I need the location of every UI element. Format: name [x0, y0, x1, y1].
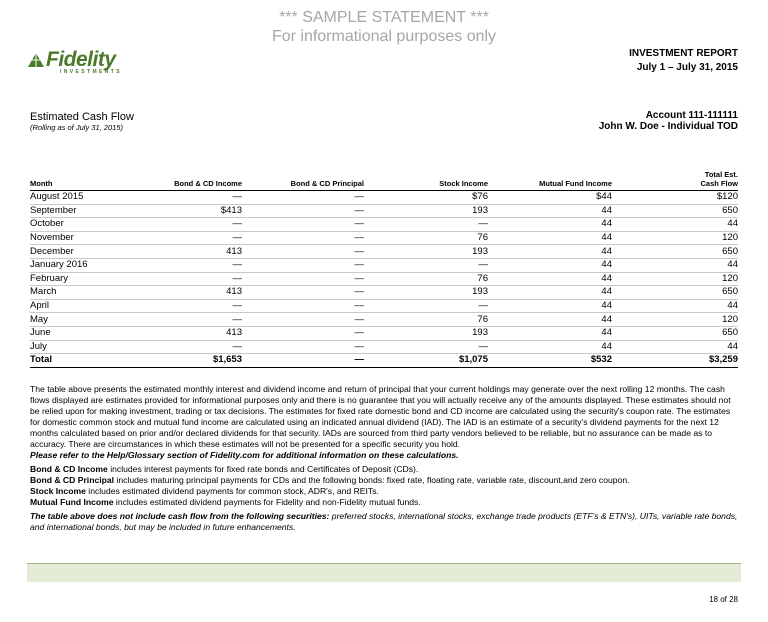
table-row [30, 313, 738, 327]
cell-total-cash-flow: 44 [612, 258, 738, 272]
cell-month: June [30, 326, 140, 340]
table-row [30, 245, 738, 259]
cell-bond-income: — [140, 313, 242, 327]
cell-total-cash-flow: 44 [612, 299, 738, 313]
cell-month: December [30, 245, 140, 259]
cell-bond-income: — [140, 340, 242, 354]
account-number: Account 111-111111 [645, 110, 738, 121]
table-row [30, 286, 738, 300]
table-row [30, 204, 738, 218]
section-subtitle: (Rolling as of July 31, 2015) [30, 123, 123, 132]
cell-mutual-fund-income: 44 [488, 218, 612, 232]
table-row [30, 218, 738, 232]
cell-mutual-fund-income: 44 [488, 245, 612, 259]
cell-bond-income: 413 [140, 286, 242, 300]
cell-total-cash-flow: 120 [612, 272, 738, 286]
cell-total-cash-flow: 120 [612, 313, 738, 327]
desc-stock-income: includes estimated dividend payments for common stock, ADR's, and REITs. [85, 486, 379, 496]
term-stock-income: Stock Income [30, 486, 86, 496]
cell-month: May [30, 313, 140, 327]
cell-total-cash-flow: 650 [612, 245, 738, 259]
report-header [629, 47, 738, 75]
cell-bond-principal: — [242, 245, 364, 259]
cell-mutual-fund-income: $44 [488, 191, 612, 205]
cell-mutual-fund-income: 44 [488, 204, 612, 218]
notes-intro [30, 384, 740, 461]
cell-mutual-fund-income: 44 [488, 286, 612, 300]
total-month: Total [30, 354, 140, 368]
fidelity-logo [26, 50, 146, 78]
col-total-line2: Cash Flow [700, 179, 738, 188]
cell-stock-income: 193 [364, 286, 488, 300]
total-bond-income: $1,653 [140, 354, 242, 368]
cell-total-cash-flow: $120 [612, 191, 738, 205]
sample-watermark [0, 8, 768, 46]
cell-mutual-fund-income: 44 [488, 272, 612, 286]
cell-mutual-fund-income: 44 [488, 340, 612, 354]
cell-month: July [30, 340, 140, 354]
cell-stock-income: 193 [364, 204, 488, 218]
cell-month: March [30, 286, 140, 300]
cell-mutual-fund-income: 44 [488, 299, 612, 313]
cell-bond-income: — [140, 191, 242, 205]
explanatory-notes [30, 384, 740, 536]
col-stock-income: Stock Income [364, 170, 488, 191]
cell-stock-income: 193 [364, 326, 488, 340]
table-row [30, 326, 738, 340]
cell-bond-income: $413 [140, 204, 242, 218]
cell-month: November [30, 231, 140, 245]
table-header-row [30, 170, 738, 191]
total-row [30, 354, 738, 368]
cell-month: September [30, 204, 140, 218]
cell-month: October [30, 218, 140, 232]
cell-bond-principal: — [242, 258, 364, 272]
cell-total-cash-flow: 120 [612, 231, 738, 245]
col-total-line1: Total Est. [704, 170, 738, 179]
table-row [30, 258, 738, 272]
col-total-cash-flow [612, 170, 738, 191]
cell-month: January 2016 [30, 258, 140, 272]
account-info [599, 110, 738, 132]
watermark-line2: For informational purposes only [271, 28, 497, 45]
cell-month: August 2015 [30, 191, 140, 205]
cell-bond-principal: — [242, 340, 364, 354]
report-period: July 1 – July 31, 2015 [636, 62, 738, 73]
cell-bond-income: — [140, 299, 242, 313]
logo-subtext: INVESTMENTS [60, 69, 122, 75]
col-bond-principal: Bond & CD Principal [242, 170, 364, 191]
cell-stock-income: — [364, 258, 488, 272]
desc-bond-principal: includes maturing principal payments for CDs and the following bonds: fixed rate, floating rate, variable rate, discount,and zero coupon. [114, 475, 630, 485]
col-mutual-fund-income: Mutual Fund Income [488, 170, 612, 191]
total-stock-income: $1,075 [364, 354, 488, 368]
footer-band [27, 563, 741, 582]
col-month: Month [30, 170, 140, 191]
cell-bond-principal: — [242, 272, 364, 286]
cell-stock-income: 76 [364, 313, 488, 327]
cell-bond-income: — [140, 218, 242, 232]
cash-flow-table [30, 170, 738, 368]
cell-bond-income: — [140, 272, 242, 286]
total-bond-principal: — [242, 354, 364, 368]
exclusions-term: The table above does not include cash flow from the following securities: [30, 511, 330, 521]
cell-bond-income: 413 [140, 245, 242, 259]
cell-total-cash-flow: 44 [612, 340, 738, 354]
cell-bond-principal: — [242, 231, 364, 245]
cell-mutual-fund-income: 44 [488, 313, 612, 327]
desc-bond-income: includes interest payments for fixed rate bonds and Certificates of Deposit (CDs). [107, 464, 419, 474]
cell-bond-principal: — [242, 326, 364, 340]
cell-bond-principal: — [242, 204, 364, 218]
cell-stock-income: 76 [364, 272, 488, 286]
account-holder: John W. Doe - Individual TOD [598, 121, 738, 132]
pyramid-logo-icon [26, 51, 46, 71]
total-mutual-fund-income: $532 [488, 354, 612, 368]
table-row [30, 191, 738, 205]
cell-total-cash-flow: 44 [612, 218, 738, 232]
cell-bond-principal: — [242, 313, 364, 327]
total-total-cash-flow: $3,259 [612, 354, 738, 368]
desc-mutual-fund-income: includes estimated dividend payments for Fidelity and non-Fidelity mutual funds. [113, 497, 421, 507]
table-body [30, 191, 738, 368]
cell-mutual-fund-income: 44 [488, 326, 612, 340]
cell-total-cash-flow: 650 [612, 204, 738, 218]
watermark-line1: *** SAMPLE STATEMENT *** [279, 9, 489, 26]
notes-definitions [30, 464, 740, 508]
logo-wordmark: Fidelity [46, 48, 116, 71]
notes-intro-text: The table above presents the estimated monthly interest and dividend income and return of principal that your current holdings may generate over the next rolling 12 months. The cash flows displayed are estimates provided for informational purposes only and there is no guarantee that you will actually receive any of the amounts displayed. These estimates should not be relied upon for making investment, trading or tax decisions. The estimates for fixed rate domestic bond and CD income are calculated using the security's coupon rate. The estimates for domestic common stock and mutual fund income are calculated using an indicated annual dividend (IAD). The IAD is an estimate of a security's dividend payments for the next 12 months calculated based on prior and/or declared dividends for that security. IADs are sourced from third party vendors believed to be reliable, but no assurance can be made as to accuracy. There are circumstances in which these estimates will not be presented for a specific security you hold. [30, 384, 731, 449]
cell-stock-income: 193 [364, 245, 488, 259]
section-title: Estimated Cash Flow [30, 111, 134, 123]
cell-bond-principal: — [242, 299, 364, 313]
cell-bond-income: 413 [140, 326, 242, 340]
term-bond-principal: Bond & CD Principal [30, 475, 115, 485]
table-row [30, 272, 738, 286]
table-row [30, 299, 738, 313]
cell-bond-principal: — [242, 286, 364, 300]
cell-mutual-fund-income: 44 [488, 258, 612, 272]
col-bond-income: Bond & CD Income [140, 170, 242, 191]
table-row [30, 231, 738, 245]
term-mutual-fund-income: Mutual Fund Income [30, 497, 114, 507]
cell-month: April [30, 299, 140, 313]
notes-refer: Please refer to the Help/Glossary section of Fidelity.com for additional information on these calculations. [30, 450, 459, 460]
cell-bond-income: — [140, 231, 242, 245]
cell-stock-income: — [364, 218, 488, 232]
exclusions-desc: preferred stocks, international stocks, exchange trade products (ETF's & ETN's), UITs, variable rate bonds, and international bonds, but may be included in future enhancements. [30, 511, 738, 532]
report-title: INVESTMENT REPORT [629, 48, 738, 59]
cell-bond-principal: — [242, 218, 364, 232]
notes-exclusions [30, 511, 740, 533]
cell-bond-principal: — [242, 191, 364, 205]
term-bond-income: Bond & CD Income [30, 464, 108, 474]
cell-stock-income: — [364, 340, 488, 354]
cell-mutual-fund-income: 44 [488, 231, 612, 245]
cell-total-cash-flow: 650 [612, 286, 738, 300]
page-number: 18 of 28 [709, 595, 738, 604]
cell-stock-income: 76 [364, 231, 488, 245]
cell-total-cash-flow: 650 [612, 326, 738, 340]
table-row [30, 340, 738, 354]
cell-stock-income: — [364, 299, 488, 313]
cell-month: February [30, 272, 140, 286]
cell-stock-income: $76 [364, 191, 488, 205]
cell-bond-income: — [140, 258, 242, 272]
